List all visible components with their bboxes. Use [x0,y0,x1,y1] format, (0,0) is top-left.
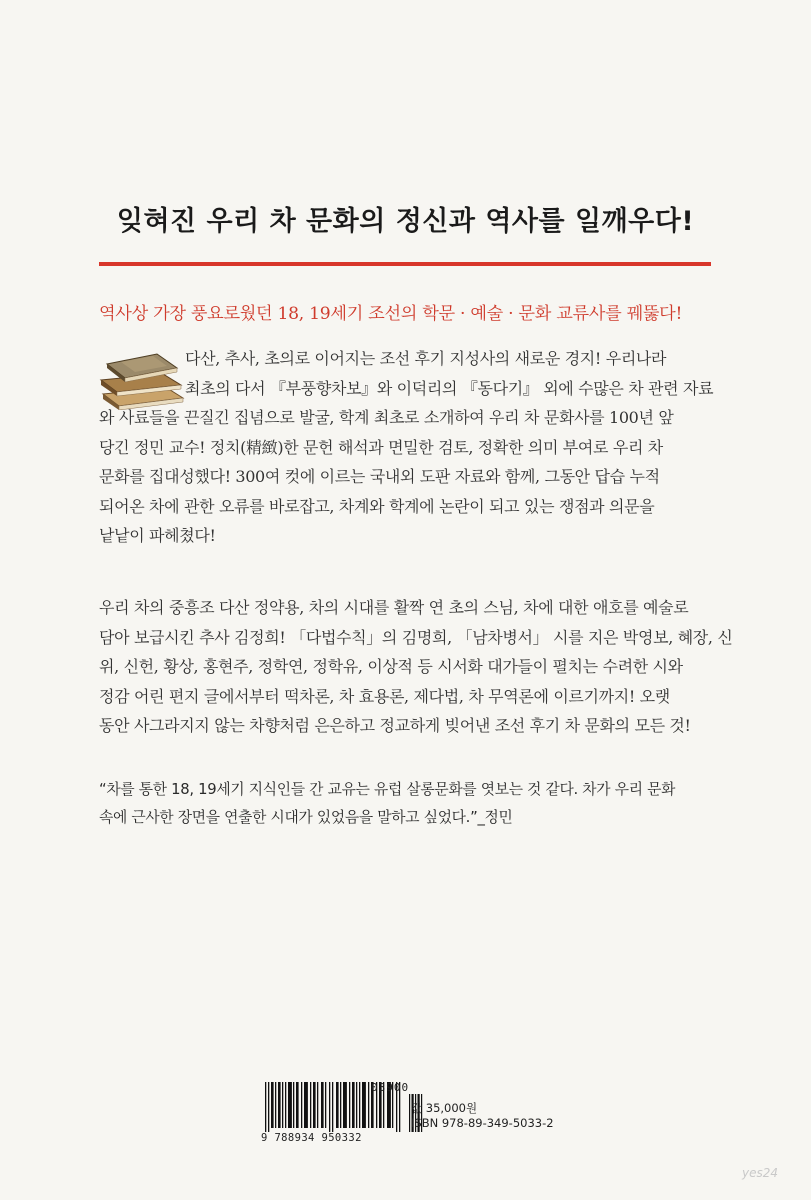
barcode-number: 9 788934 950332 [261,1132,362,1144]
paragraph-line: 다산, 추사, 초의로 이어지는 조선 후기 지성사의 새로운 경지! 우리나라 [185,349,667,368]
paragraph-line: 문화를 집대성했다! 300여 컷에 이르는 국내외 도판 자료와 함께, 그동안 답습 누적 [99,467,660,486]
barcode-addon-number: 03900 [371,1081,410,1094]
paragraph-line: 담아 보급시킨 추사 김정희! 「다법수칙」의 김명희, 「남차병서」 시를 지은 박영보, 혜장, 신 [99,627,733,647]
watermark: yes24 [742,1166,779,1180]
paragraph-line: 정감 어린 편지 글에서부터 떡차론, 차 효용론, 제다법, 차 무역론에 이르기까지! 오랫 [99,686,670,706]
description-paragraph-2 [99,593,733,741]
paragraph-line: 위, 신헌, 황상, 홍현주, 정학연, 정학유, 이상적 등 시서화 대가들이 펼치는 수려한 시와 [99,657,683,676]
description-paragraph-1 [99,344,719,551]
paragraph-line: 최초의 다서 『부풍향차보』와 이덕리의 『동다기』 외에 수많은 차 관련 자료 [185,378,714,398]
price-label: 값 35,000원 [411,1101,478,1115]
barcode-block [261,1082,561,1144]
isbn-label: ISBN 978-89-349-5033-2 [411,1116,554,1130]
paragraph-line: 동안 사그라지지 않는 차향처럼 은은하고 정교하게 빚어낸 조선 후기 차 문화의 모든 것! [99,716,691,735]
author-quote [99,776,719,832]
red-divider [99,262,711,266]
paragraph-line: 낱낱이 파헤쳤다! [99,526,216,545]
paragraph-line: 되어온 차에 관한 오류를 바로잡고, 차계와 학계에 논란이 되고 있는 쟁점과 의문을 [99,496,655,516]
quote-line: “차를 통한 18, 19세기 지식인들 간 교유는 유럽 살롱문화를 엿보는 것 같다. 차가 우리 문화 [99,781,676,798]
paragraph-line: 와 사료들을 끈질긴 집념으로 발굴, 학계 최초로 소개하여 우리 차 문화사를 100년 앞 [99,408,674,427]
subheadline: 역사상 가장 풍요로웠던 18, 19세기 조선의 학문 · 예술 · 문화 교류사를 꿰뚫다! [99,304,683,324]
paragraph-line: 우리 차의 중흥조 다산 정약용, 차의 시대를 활짝 연 초의 스님, 차에 대한 애호를 예술로 [99,598,689,617]
quote-line: 속에 근사한 장면을 연출한 시대가 있었음을 말하고 싶었다.”_정민 [99,809,513,826]
headline: 잊혀진 우리 차 문화의 정신과 역사를 일깨우다! [116,206,695,237]
paragraph-line: 당긴 정민 교수! 정치(精緻)한 문헌 해석과 면밀한 검토, 정확한 의미 부여로 우리 차 [99,437,663,457]
